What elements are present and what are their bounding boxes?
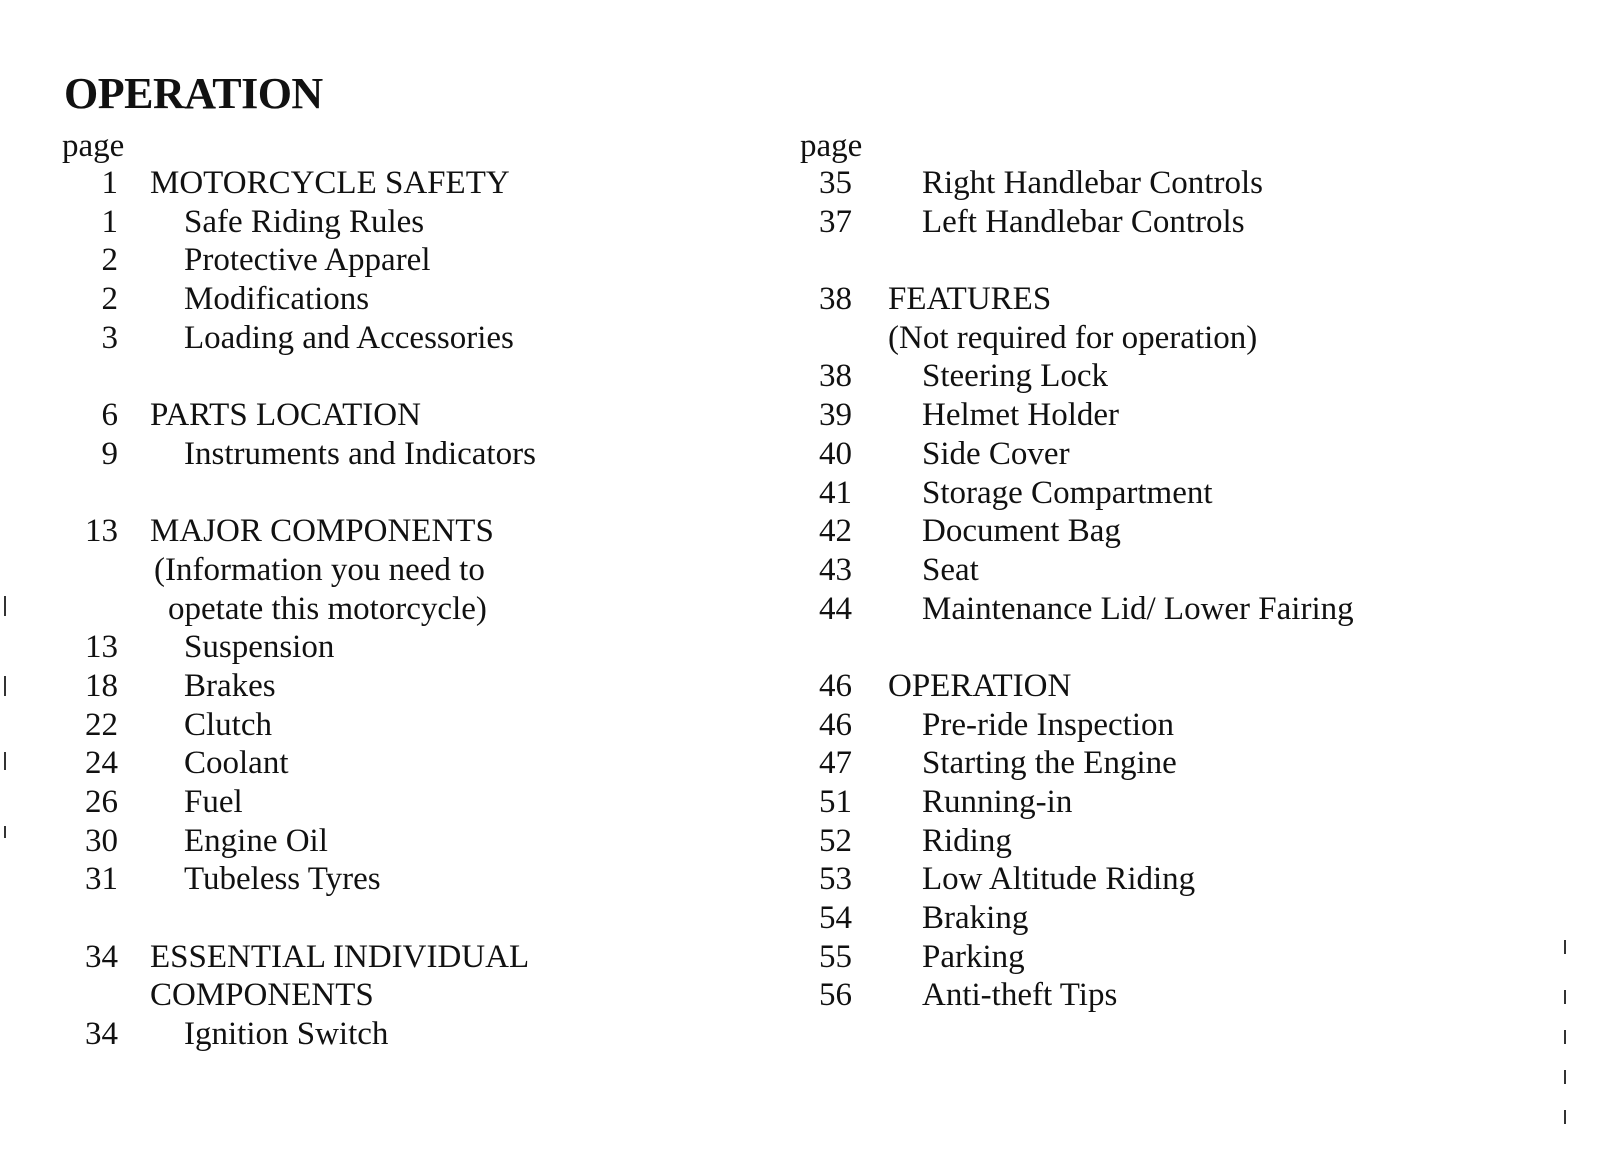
toc-page-number: 47 <box>819 745 852 782</box>
toc-entry-title: Riding <box>922 822 1012 859</box>
toc-entry-row <box>62 203 762 242</box>
toc-entry-row <box>62 744 762 783</box>
toc-left-column <box>62 128 762 1054</box>
toc-left-list <box>62 164 762 1054</box>
toc-entry-title: Tubeless Tyres <box>184 861 381 898</box>
toc-entry-title: Storage Compartment <box>922 474 1213 511</box>
toc-page-number: 24 <box>85 745 118 782</box>
margin-tick <box>4 596 6 616</box>
margin-tick <box>1564 990 1566 1004</box>
toc-entry-row <box>800 512 1560 551</box>
toc-entry-title: Ignition Switch <box>184 1016 389 1053</box>
toc-entry-row <box>62 667 762 706</box>
margin-tick <box>1564 1110 1566 1124</box>
toc-page-number: 37 <box>819 203 852 240</box>
toc-right-list <box>800 164 1560 1015</box>
toc-entry-title: Anti-theft Tips <box>922 977 1118 1014</box>
toc-section-title: FEATURES <box>888 281 1052 318</box>
page-column-label: page <box>62 128 125 164</box>
toc-right-column <box>800 128 1560 1015</box>
margin-tick <box>1564 940 1566 954</box>
toc-entry-row <box>800 435 1560 474</box>
toc-entry-row <box>62 783 762 822</box>
margin-tick <box>4 752 6 770</box>
toc-entry-row <box>800 319 1560 358</box>
toc-entry-row <box>62 435 762 474</box>
toc-entry-title: Right Handlebar Controls <box>922 165 1263 201</box>
toc-entry-title: Modifications <box>184 281 370 318</box>
toc-page-number: 6 <box>101 397 118 434</box>
toc-page-number: 31 <box>85 861 118 898</box>
toc-entry-row <box>62 976 762 1015</box>
toc-page-number: 52 <box>819 822 852 859</box>
toc-page-number: 44 <box>819 590 852 627</box>
toc-spacer <box>62 357 762 396</box>
toc-entry-title: Protective Apparel <box>184 242 431 279</box>
toc-page-number: 34 <box>85 938 118 975</box>
page-title: OPERATION <box>64 69 323 118</box>
toc-entry-title: Document Bag <box>922 513 1121 550</box>
margin-tick <box>4 826 6 838</box>
toc-entry-row <box>62 590 762 629</box>
toc-entry-title: Steering Lock <box>922 358 1109 395</box>
toc-page-number: 3 <box>101 319 118 356</box>
toc-section-title: MAJOR COMPONENTS <box>150 513 494 550</box>
toc-page-number: 26 <box>85 784 118 820</box>
toc-entry-row <box>800 783 1560 822</box>
toc-entry-title: Pre-ride Inspection <box>922 706 1174 743</box>
toc-section-title: COMPONENTS <box>150 977 374 1014</box>
toc-entry-row <box>62 628 762 667</box>
toc-entry-row <box>62 241 762 280</box>
toc-entry-row <box>800 706 1560 745</box>
toc-page-number: 13 <box>85 629 118 666</box>
margin-tick <box>4 676 6 696</box>
toc-entry-title: Left Handlebar Controls <box>922 203 1245 240</box>
toc-entry-title: Coolant <box>184 745 289 782</box>
toc-entry-row <box>800 822 1560 861</box>
toc-entry-row <box>62 706 762 745</box>
toc-spacer <box>800 628 1560 667</box>
toc-entry-title: Suspension <box>184 629 335 666</box>
toc-section-title: PARTS LOCATION <box>150 397 421 434</box>
toc-entry-row <box>800 164 1560 203</box>
toc-entry-title: Instruments and Indicators <box>184 435 536 472</box>
toc-entry-row <box>800 899 1560 938</box>
toc-entry-row <box>800 474 1560 513</box>
page-column-label: page <box>800 128 863 164</box>
toc-entry-row <box>800 860 1560 899</box>
toc-page-number: 56 <box>819 977 852 1014</box>
cropped-heading-strokes <box>380 0 1080 4</box>
toc-page-number: 38 <box>819 358 852 395</box>
toc-entry-title: Clutch <box>184 706 272 743</box>
toc-page-number: 2 <box>101 281 118 318</box>
toc-entry-row <box>62 822 762 861</box>
margin-tick <box>1564 1030 1566 1044</box>
toc-page-number: 46 <box>819 706 852 743</box>
toc-spacer <box>800 241 1560 280</box>
toc-page-number: 9 <box>101 435 118 472</box>
toc-section-row <box>800 667 1560 706</box>
toc-entry-title: Helmet Holder <box>922 397 1120 434</box>
toc-entry-row <box>800 396 1560 435</box>
toc-page-number: 13 <box>85 513 118 550</box>
toc-page-number: 54 <box>819 900 852 937</box>
toc-entry-title: Parking <box>922 938 1025 975</box>
toc-entry-title: opetate this motorcycle) <box>168 590 487 627</box>
toc-page-number: 46 <box>819 667 852 704</box>
toc-entry-row <box>800 938 1560 977</box>
toc-section-row <box>62 938 762 977</box>
toc-entry-row <box>62 319 762 358</box>
toc-section-row <box>62 396 762 435</box>
toc-entry-row <box>800 590 1560 629</box>
toc-section-row <box>62 164 762 203</box>
toc-entry-row <box>62 860 762 899</box>
toc-page-number: 18 <box>85 667 118 704</box>
toc-entry-row <box>62 1015 762 1054</box>
toc-entry-row <box>800 551 1560 590</box>
toc-page-number: 38 <box>819 281 852 318</box>
toc-section-row <box>62 512 762 551</box>
toc-page-number: 39 <box>819 397 852 434</box>
toc-entry-row <box>800 203 1560 242</box>
toc-page-number: 43 <box>819 551 852 588</box>
toc-entry-title: Safe Riding Rules <box>184 203 425 240</box>
toc-page-number: 35 <box>819 165 852 201</box>
toc-entry-title: Low Altitude Riding <box>922 861 1196 898</box>
toc-page-number: 22 <box>85 706 118 743</box>
toc-section-row <box>800 280 1560 319</box>
toc-section-title: OPERATION <box>888 667 1072 704</box>
toc-page-number: 1 <box>101 203 118 240</box>
toc-section-title: ESSENTIAL INDIVIDUAL <box>150 938 530 975</box>
toc-entry-title: Seat <box>922 551 979 588</box>
toc-entry-title: Starting the Engine <box>922 745 1177 782</box>
margin-tick <box>1564 1070 1566 1084</box>
toc-page-number: 1 <box>101 165 118 201</box>
toc-page-number: 40 <box>819 435 852 472</box>
toc-entry-row <box>800 357 1560 396</box>
toc-page-number: 55 <box>819 938 852 975</box>
toc-entry-row <box>62 280 762 319</box>
toc-spacer <box>62 899 762 938</box>
toc-entry-title: Side Cover <box>922 435 1070 472</box>
toc-entry-title: Brakes <box>184 667 276 704</box>
toc-entry-title: Loading and Accessories <box>184 319 514 356</box>
toc-page-number: 2 <box>101 242 118 279</box>
toc-entry-title: Running-in <box>922 784 1073 820</box>
toc-entry-row <box>800 976 1560 1015</box>
toc-entry-title: (Information you need to <box>154 551 485 588</box>
toc-page-number: 41 <box>819 474 852 511</box>
toc-entry-title: Maintenance Lid/ Lower Fairing <box>922 590 1354 627</box>
toc-section-title: MOTORCYCLE SAFETY <box>150 165 510 201</box>
toc-entry-title: (Not required for operation) <box>888 319 1258 356</box>
toc-page-number: 30 <box>85 822 118 859</box>
toc-entry-title: Engine Oil <box>184 822 328 859</box>
toc-page-number: 53 <box>819 861 852 898</box>
toc-entry-row <box>800 744 1560 783</box>
toc-page-number: 42 <box>819 513 852 550</box>
toc-page-number: 34 <box>85 1016 118 1053</box>
toc-spacer <box>62 474 762 513</box>
toc-entry-title: Braking <box>922 900 1029 937</box>
toc-page-number: 51 <box>819 784 852 820</box>
cropped-heading-fragment <box>380 0 1080 4</box>
toc-entry-title: Fuel <box>184 784 243 820</box>
toc-entry-row <box>62 551 762 590</box>
